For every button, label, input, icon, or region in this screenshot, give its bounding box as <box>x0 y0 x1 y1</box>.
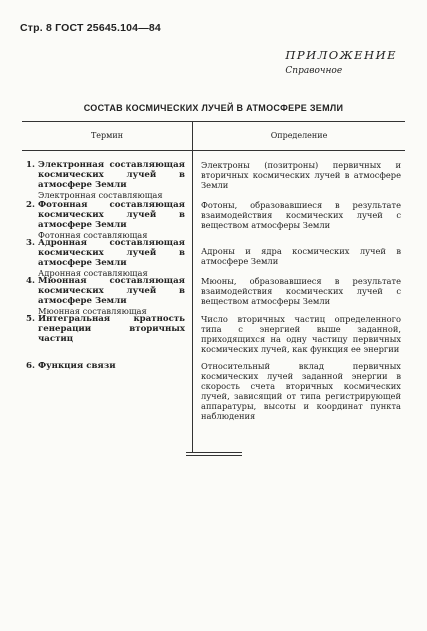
term-text: Интегральная кратность генерации вторичных частиц <box>38 314 185 344</box>
term-synonym: Фотонная составляющая <box>38 230 148 240</box>
column-divider <box>192 121 193 452</box>
term-cell-2 <box>26 200 185 240</box>
appendix-subtitle: Справочное <box>285 66 343 76</box>
term-synonym: Электронная составляющая <box>38 190 163 200</box>
term-text: Мюонная составляющая космических лучей в атмосфере Земли <box>38 276 185 306</box>
term-number: 6. <box>26 361 35 371</box>
term-synonym: Адронная составляющая <box>38 268 148 278</box>
definition-cell-4: Мюоны, образовавшиеся в результате взаимодействия космических лучей с веществом атмосферы Земли <box>201 276 401 306</box>
term-cell-6 <box>26 361 185 371</box>
term-cell-5 <box>26 314 185 344</box>
appendix-label <box>285 48 397 76</box>
table-title: СОСТАВ КОСМИЧЕСКИХ ЛУЧЕЙ В АТМОСФЕРЕ ЗЕМЛИ <box>83 103 344 113</box>
definition-cell-6: Относительный вклад первичных космических лучей заданной энергии в скорость счета вторичных космических лучей, зависящий от типа регистрирующей аппаратуры, высоты и координат пункта наблюдения <box>201 361 401 421</box>
term-cell-3 <box>26 238 185 278</box>
definition-cell-1: Электроны (позитроны) первичных и вторичных космических лучей в атмосфере Земли <box>201 160 401 190</box>
term-number: 3. <box>26 238 35 248</box>
page-header: Стр. 8 ГОСТ 25645.104—84 <box>20 22 161 34</box>
column-header-definition: Определение <box>270 131 328 140</box>
definition-cell-2: Фотоны, образовавшиеся в результате взаимодействия космических лучей с веществом атмосферы Земли <box>201 200 401 230</box>
column-header-term: Термин <box>90 131 124 140</box>
term-number: 2. <box>26 200 35 210</box>
end-rule-2 <box>186 455 242 456</box>
term-text: Электронная составляющая космических лучей в атмосфере Земли <box>38 160 185 190</box>
definition-cell-5: Число вторичных частиц определенного типа с энергией выше заданной, приходящихся на одну частицу первичных космических лучей, как функция ее энергии <box>201 314 401 354</box>
definition-cell-3: Адроны и ядра космических лучей в атмосфере Земли <box>201 246 401 266</box>
end-rule <box>186 452 242 453</box>
term-text: Фотонная составляющая космических лучей в атмосфере Земли <box>38 200 185 230</box>
term-number: 5. <box>26 314 35 324</box>
term-number: 4. <box>26 276 35 286</box>
term-text: Адронная составляющая космических лучей в атмосфере Земли <box>38 238 185 268</box>
appendix-title: ПРИЛОЖЕНИЕ <box>285 48 397 62</box>
table-top-rule <box>22 121 405 122</box>
term-text: Функция связи <box>38 361 116 371</box>
term-number: 1. <box>26 160 35 170</box>
term-synonym: Мюонная составляющая <box>38 306 147 316</box>
table-header-rule <box>22 150 405 151</box>
term-cell-4 <box>26 276 185 316</box>
term-cell-1 <box>26 160 185 200</box>
